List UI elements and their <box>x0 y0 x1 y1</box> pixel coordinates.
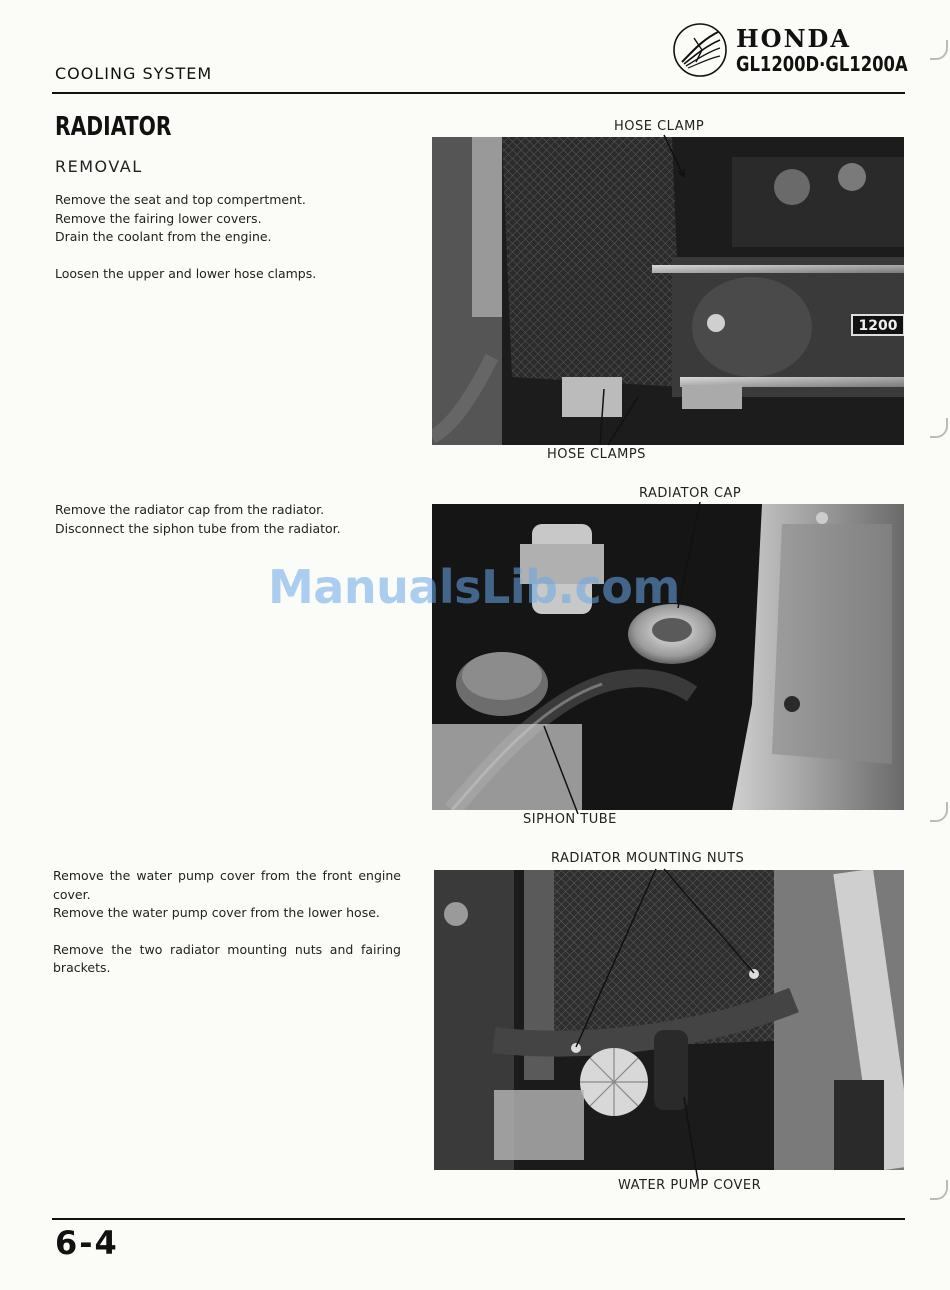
binder-edge-mark <box>930 802 948 822</box>
fig1-leader-lines <box>432 119 904 459</box>
section-title: COOLING SYSTEM <box>55 64 213 83</box>
label-hose-clamps: HOSE CLAMPS <box>547 447 646 462</box>
instruction-line: Disconnect the siphon tube from the radiator. <box>55 520 341 536</box>
fig2-leader-lines <box>432 486 904 826</box>
instruction-line: Remove the water pump cover from the lower hose. <box>53 905 380 920</box>
label-hose-clamp: HOSE CLAMP <box>614 119 705 134</box>
watermark: ManualsLib.com <box>268 560 680 614</box>
instruction-line: Remove the fairing lower covers. <box>55 210 262 226</box>
instructions-removal-1 <box>55 191 316 283</box>
instruction-line: Remove the water pump cover from the front engine cover. <box>53 868 401 902</box>
instruction-line: Drain the coolant from the engine. <box>55 229 272 244</box>
sub-heading: REMOVAL <box>55 157 143 176</box>
instruction-line: Remove the two radiator mounting nuts and fairing brackets. <box>53 941 401 975</box>
binder-edge-mark <box>930 418 948 438</box>
engine-badge: 1200 <box>858 318 898 334</box>
label-radiator-mounting-nuts: RADIATOR MOUNTING NUTS <box>551 851 745 866</box>
footer-divider <box>52 1218 905 1220</box>
instructions-removal-2 <box>55 501 341 538</box>
instruction-line: Loosen the upper and lower hose clamps. <box>55 265 317 281</box>
instruction-line: Remove the seat and top compertment. <box>55 192 306 207</box>
label-water-pump-cover: WATER PUMP COVER <box>618 1178 762 1193</box>
label-radiator-cap: RADIATOR CAP <box>639 486 742 501</box>
model-name: GL1200D·GL1200A <box>736 52 908 76</box>
page-heading: RADIATOR <box>55 112 172 142</box>
instructions-removal-3 <box>53 867 401 978</box>
binder-edge-mark <box>930 1180 948 1200</box>
page-number: 6-4 <box>55 1224 119 1262</box>
label-siphon-tube: SIPHON TUBE <box>523 812 617 827</box>
honda-wing-logo-icon <box>672 22 728 78</box>
binder-edge-mark <box>930 40 948 60</box>
brand-name: HONDA <box>736 24 851 53</box>
instruction-line: Remove the radiator cap from the radiator. <box>55 502 325 517</box>
fig3-leader-lines <box>434 851 904 1201</box>
header-divider <box>52 92 905 94</box>
